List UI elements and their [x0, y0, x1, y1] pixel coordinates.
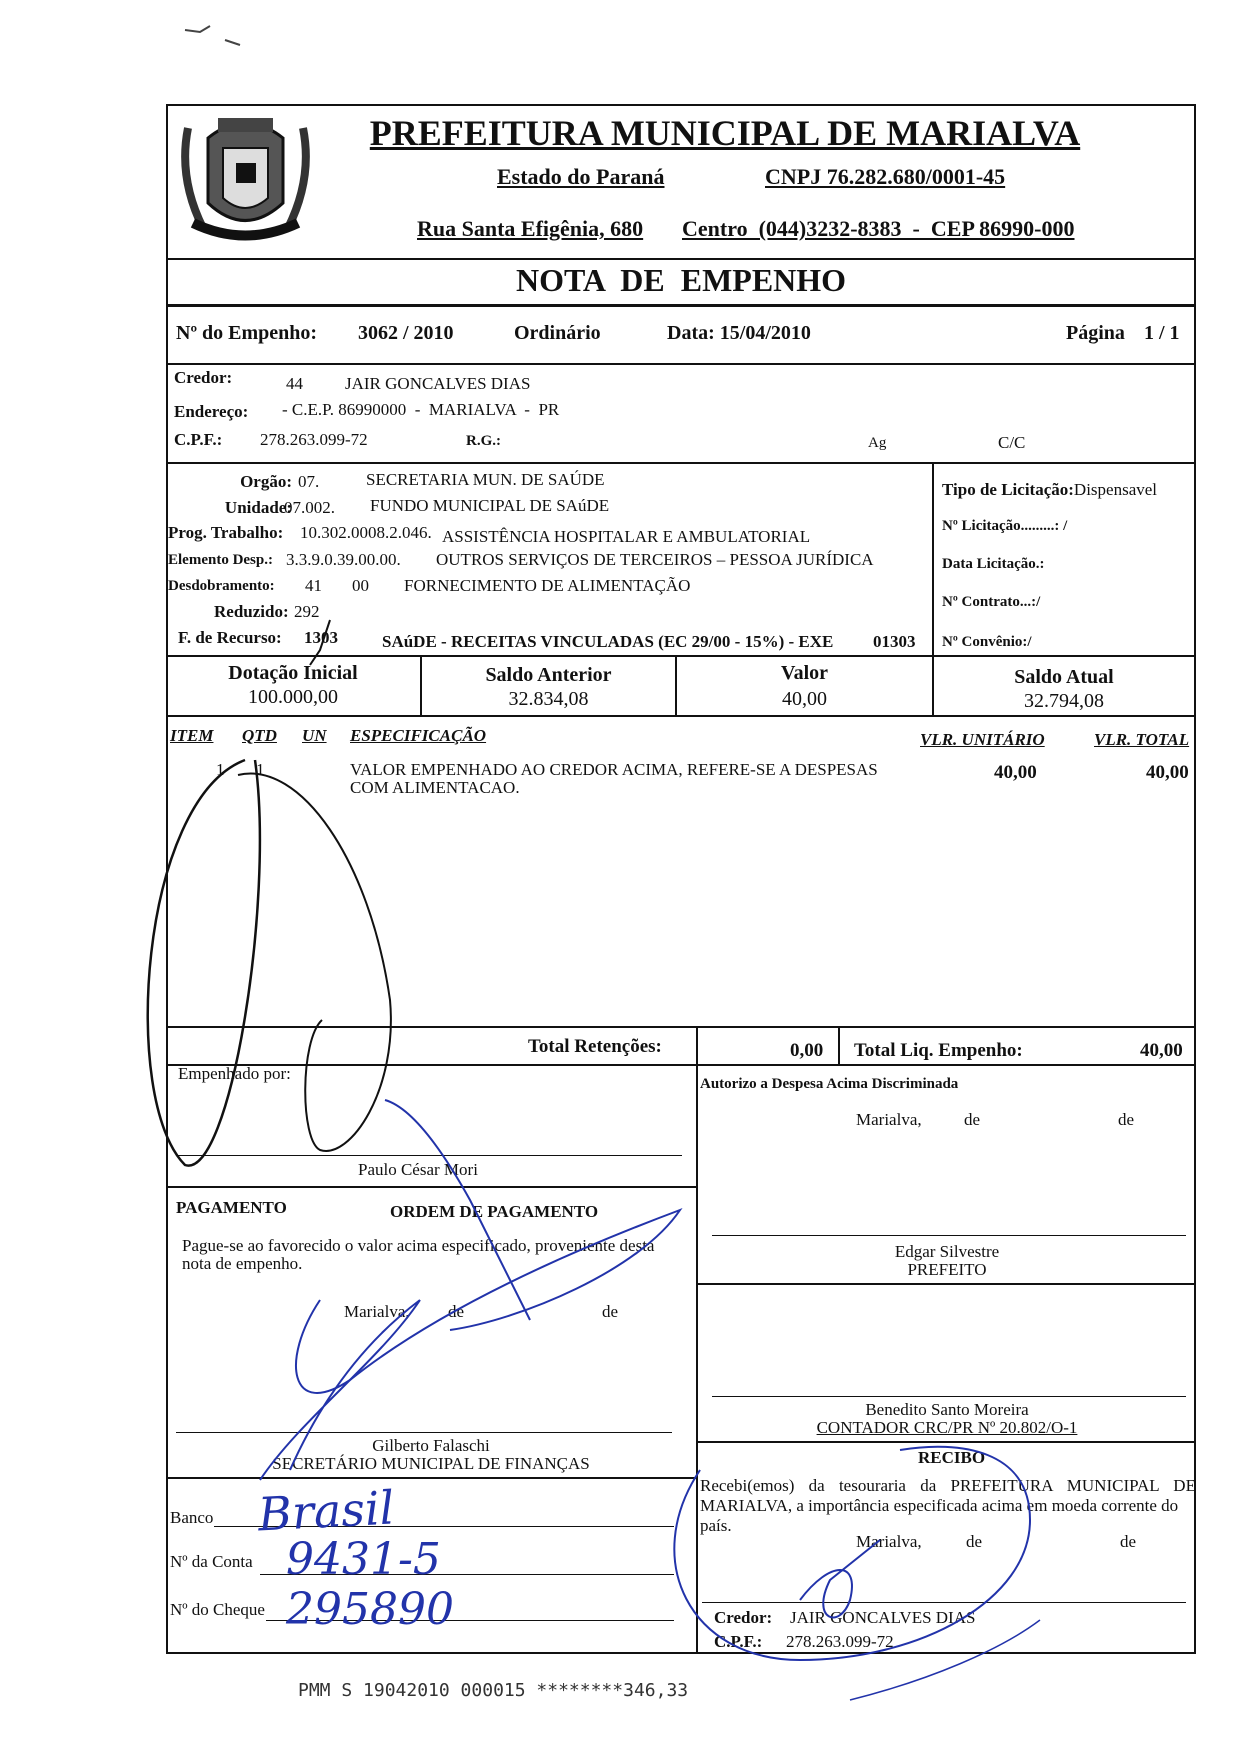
empenhado-signer: Paulo César Mori	[358, 1160, 478, 1179]
recurso-number: 01303	[873, 632, 916, 651]
divider	[698, 1441, 1196, 1443]
prog-name: ASSISTÊNCIA HOSPITALAR E AMBULATORIAL	[442, 527, 811, 546]
credor-code: 44	[286, 374, 303, 393]
credor-label: Credor:	[174, 368, 233, 387]
recibo-place: Marialva,	[856, 1532, 922, 1551]
frame-right	[1194, 104, 1196, 1654]
pagamento-de1: de	[448, 1302, 465, 1321]
col-qtd-header: QTD	[242, 726, 277, 745]
divider	[696, 1064, 698, 1652]
reduzido-label: Reduzido:	[214, 602, 289, 621]
unidade-label: Unidade:	[224, 498, 292, 517]
recurso-code: 1303	[304, 628, 338, 647]
recurso-name: SAúDE - RECEITAS VINCULADAS (EC 29/00 - 15%) - EXE	[382, 632, 834, 651]
pagamento-text-cont: nota de empenho.	[182, 1254, 303, 1273]
frame-bottom	[166, 1652, 1196, 1654]
pagamento-place: Marialva,	[344, 1302, 410, 1321]
tipo-licitacao-value: Dispensavel	[1073, 480, 1158, 499]
divider	[838, 1026, 840, 1066]
dotacao-value: 100.000,00	[248, 686, 338, 708]
recibo-de1: de	[966, 1532, 983, 1551]
orgao-name: SECRETARIA MUN. DE SAÚDE	[366, 470, 605, 489]
page-title: PREFEITURA MUNICIPAL DE MARIALVA	[369, 113, 1081, 153]
saldo-atual-value: 32.794,08	[1024, 690, 1104, 712]
saldo-anterior-value: 32.834,08	[508, 688, 589, 710]
item-qty: 1	[256, 760, 265, 779]
page-number: 1 / 1	[1144, 322, 1180, 344]
prefeito-name: Edgar Silvestre	[894, 1242, 1000, 1261]
divider	[166, 715, 1196, 717]
divider	[698, 1283, 1196, 1285]
prefeito-role: PREFEITO	[907, 1260, 987, 1279]
dotacao-label: Dotação Inicial	[228, 662, 358, 684]
divider	[166, 462, 1196, 464]
col-item-header: ITEM	[170, 726, 214, 745]
recibo-credor-label: Credor:	[714, 1608, 773, 1627]
unidade-code: 07.002.	[284, 498, 335, 517]
reduzido-value: 292	[294, 602, 320, 621]
orgao-code: 07.	[298, 472, 320, 491]
pagamento-title: PAGAMENTO	[176, 1198, 287, 1217]
empenho-date: Data: 15/04/2010	[667, 322, 811, 344]
secretario-role: SECRETÁRIO MUNICIPAL DE FINANÇAS	[272, 1454, 590, 1473]
recibo-text-end: país.	[700, 1516, 732, 1535]
divider	[166, 363, 1196, 365]
autorizo-place: Marialva,	[856, 1110, 922, 1129]
recibo-credor-value: JAIR GONCALVES DIAS	[790, 1608, 976, 1627]
desdobramento-subcode: 00	[352, 576, 369, 595]
desdobramento-label: Desdobramento:	[168, 578, 275, 594]
cheque-handwritten: 295890	[286, 1584, 454, 1635]
divider	[166, 258, 1196, 260]
recurso-label: F. de Recurso:	[178, 628, 282, 647]
saldo-anterior-label: Saldo Anterior	[485, 664, 612, 686]
licitacao-date: Data Licitação.:	[942, 556, 1045, 572]
endereco-label: Endereço:	[174, 402, 249, 421]
divider	[696, 1026, 698, 1066]
total-liquido-label: Total Liq. Empenho:	[854, 1040, 1023, 1061]
empenhado-label: Empenhado por:	[178, 1064, 291, 1083]
recibo-text-cont: MARIALVA, a importância especificada acima em moeda corrente do	[700, 1496, 1179, 1515]
contador-name: Benedito Santo Moreira	[865, 1400, 1029, 1419]
divider	[166, 1186, 696, 1188]
autorizo-title: Autorizo a Despesa Acima Discriminada	[700, 1076, 959, 1092]
document-title: NOTA DE EMPENHO	[515, 262, 847, 298]
divider	[166, 304, 1196, 307]
item-unit-value: 40,00	[994, 762, 1037, 783]
item-number: 1	[216, 760, 225, 779]
contrato-number: Nº Contrato...:/	[942, 594, 1041, 610]
elemento-code: 3.3.9.0.39.00.00.	[286, 550, 401, 569]
item-total-value: 40,00	[1146, 762, 1189, 783]
secretario-name: Gilberto Falaschi	[372, 1436, 490, 1455]
divider	[166, 655, 1196, 657]
autorizo-de1: de	[964, 1110, 981, 1129]
signature-line	[176, 1432, 672, 1433]
recibo-cpf-label: C.P.F.:	[714, 1632, 763, 1651]
signature-line	[712, 1396, 1186, 1397]
frame-left	[166, 104, 168, 1654]
unidade-name: FUNDO MUNICIPAL DE SAúDE	[370, 496, 610, 515]
cnpj-label: CNPJ 76.282.680/0001-45	[765, 164, 1006, 189]
retencoes-value: 0,00	[790, 1040, 824, 1061]
col-unit-header: VLR. UNITÁRIO	[920, 730, 1045, 749]
conta-label: Nº da Conta	[170, 1552, 253, 1571]
tipo-licitacao-label: Tipo de Licitação:Dispensavel	[942, 480, 1158, 499]
item-description: VALOR EMPENHADO AO CREDOR ACIMA, REFERE-SE A DESPESAS	[350, 760, 878, 779]
col-espec-header: ESPECIFICAÇÃO	[350, 726, 487, 745]
divider	[166, 1064, 1196, 1066]
recibo-cpf-value: 278.263.099-72	[786, 1632, 894, 1651]
banco-handwritten: Brasil	[256, 1480, 396, 1542]
pagamento-de2: de	[602, 1302, 619, 1321]
cpf-label: C.P.F.:	[174, 430, 223, 449]
desdobramento-name: FORNECIMENTO DE ALIMENTAÇÃO	[404, 576, 691, 595]
item-description-cont: COM ALIMENTACAO.	[350, 778, 520, 797]
stamp-line: PMM S 19042010 000015 ********346,33	[298, 1680, 689, 1701]
address-label: Rua Santa Efigênia, 680	[417, 216, 644, 241]
credor-name: JAIR GONCALVES DIAS	[345, 374, 531, 393]
convenio-number: Nº Convênio:/	[942, 634, 1032, 650]
empenho-type: Ordinário	[514, 322, 601, 344]
cc-label: C/C	[998, 433, 1026, 452]
valor-label: Valor	[780, 662, 829, 684]
col-un-header: UN	[302, 726, 327, 745]
signature-line	[702, 1602, 1186, 1603]
retencoes-label: Total Retenções:	[528, 1036, 662, 1057]
contador-role: CONTADOR CRC/PR Nº 20.802/O-1	[816, 1418, 1078, 1437]
coat-of-arms-icon	[178, 108, 313, 253]
banco-label: Banco	[170, 1508, 214, 1527]
valor-value: 40,00	[782, 688, 827, 710]
contact-label: Centro (044)3232-8383 - CEP 86990-000	[682, 216, 1075, 241]
endereco-value: - C.E.P. 86990000 - MARIALVA - PR	[282, 400, 560, 419]
cpf-value: 278.263.099-72	[260, 430, 368, 449]
page-label: Página	[1066, 322, 1125, 344]
prog-code: 10.302.0008.2.046.	[300, 523, 432, 542]
recibo-title: RECIBO	[918, 1448, 986, 1467]
ag-label: Ag	[868, 435, 887, 451]
col-total-header: VLR. TOTAL	[1094, 730, 1190, 749]
ordem-pagamento-title: ORDEM DE PAGAMENTO	[390, 1202, 599, 1221]
signature-line	[712, 1235, 1186, 1236]
total-liquido-value: 40,00	[1140, 1040, 1183, 1061]
empenho-number: 3062 / 2010	[358, 322, 454, 344]
recibo-de2: de	[1120, 1532, 1137, 1551]
frame-top	[166, 104, 1196, 106]
recibo-text: Recebi(emos) da tesouraria da PREFEITURA MUNICIPAL DE	[700, 1476, 1196, 1495]
autorizo-de2: de	[1118, 1110, 1135, 1129]
elemento-name: OUTROS SERVIÇOS DE TERCEIROS – PESSOA JURÍDICA	[436, 550, 874, 569]
divider	[166, 1026, 1196, 1028]
orgao-label: Orgão:	[240, 472, 292, 491]
signature-line	[176, 1155, 682, 1156]
prog-label: Prog. Trabalho:	[168, 523, 284, 542]
elemento-label: Elemento Desp.:	[168, 552, 273, 568]
state-label: Estado do Paraná	[497, 164, 665, 189]
divider	[166, 1477, 696, 1479]
empenho-number-label: Nº do Empenho:	[176, 322, 318, 344]
divider	[932, 462, 934, 657]
conta-handwritten: 9431-5	[286, 1534, 441, 1585]
desdobramento-code: 41	[305, 576, 322, 595]
pagamento-text: Pague-se ao favorecido o valor acima especificado, proveniente desta	[182, 1236, 655, 1255]
licitacao-number: Nº Licitação.........: /	[942, 518, 1068, 534]
rg-label: R.G.:	[466, 433, 501, 449]
saldo-atual-label: Saldo Atual	[1014, 666, 1114, 688]
cheque-label: Nº do Cheque	[170, 1600, 265, 1619]
